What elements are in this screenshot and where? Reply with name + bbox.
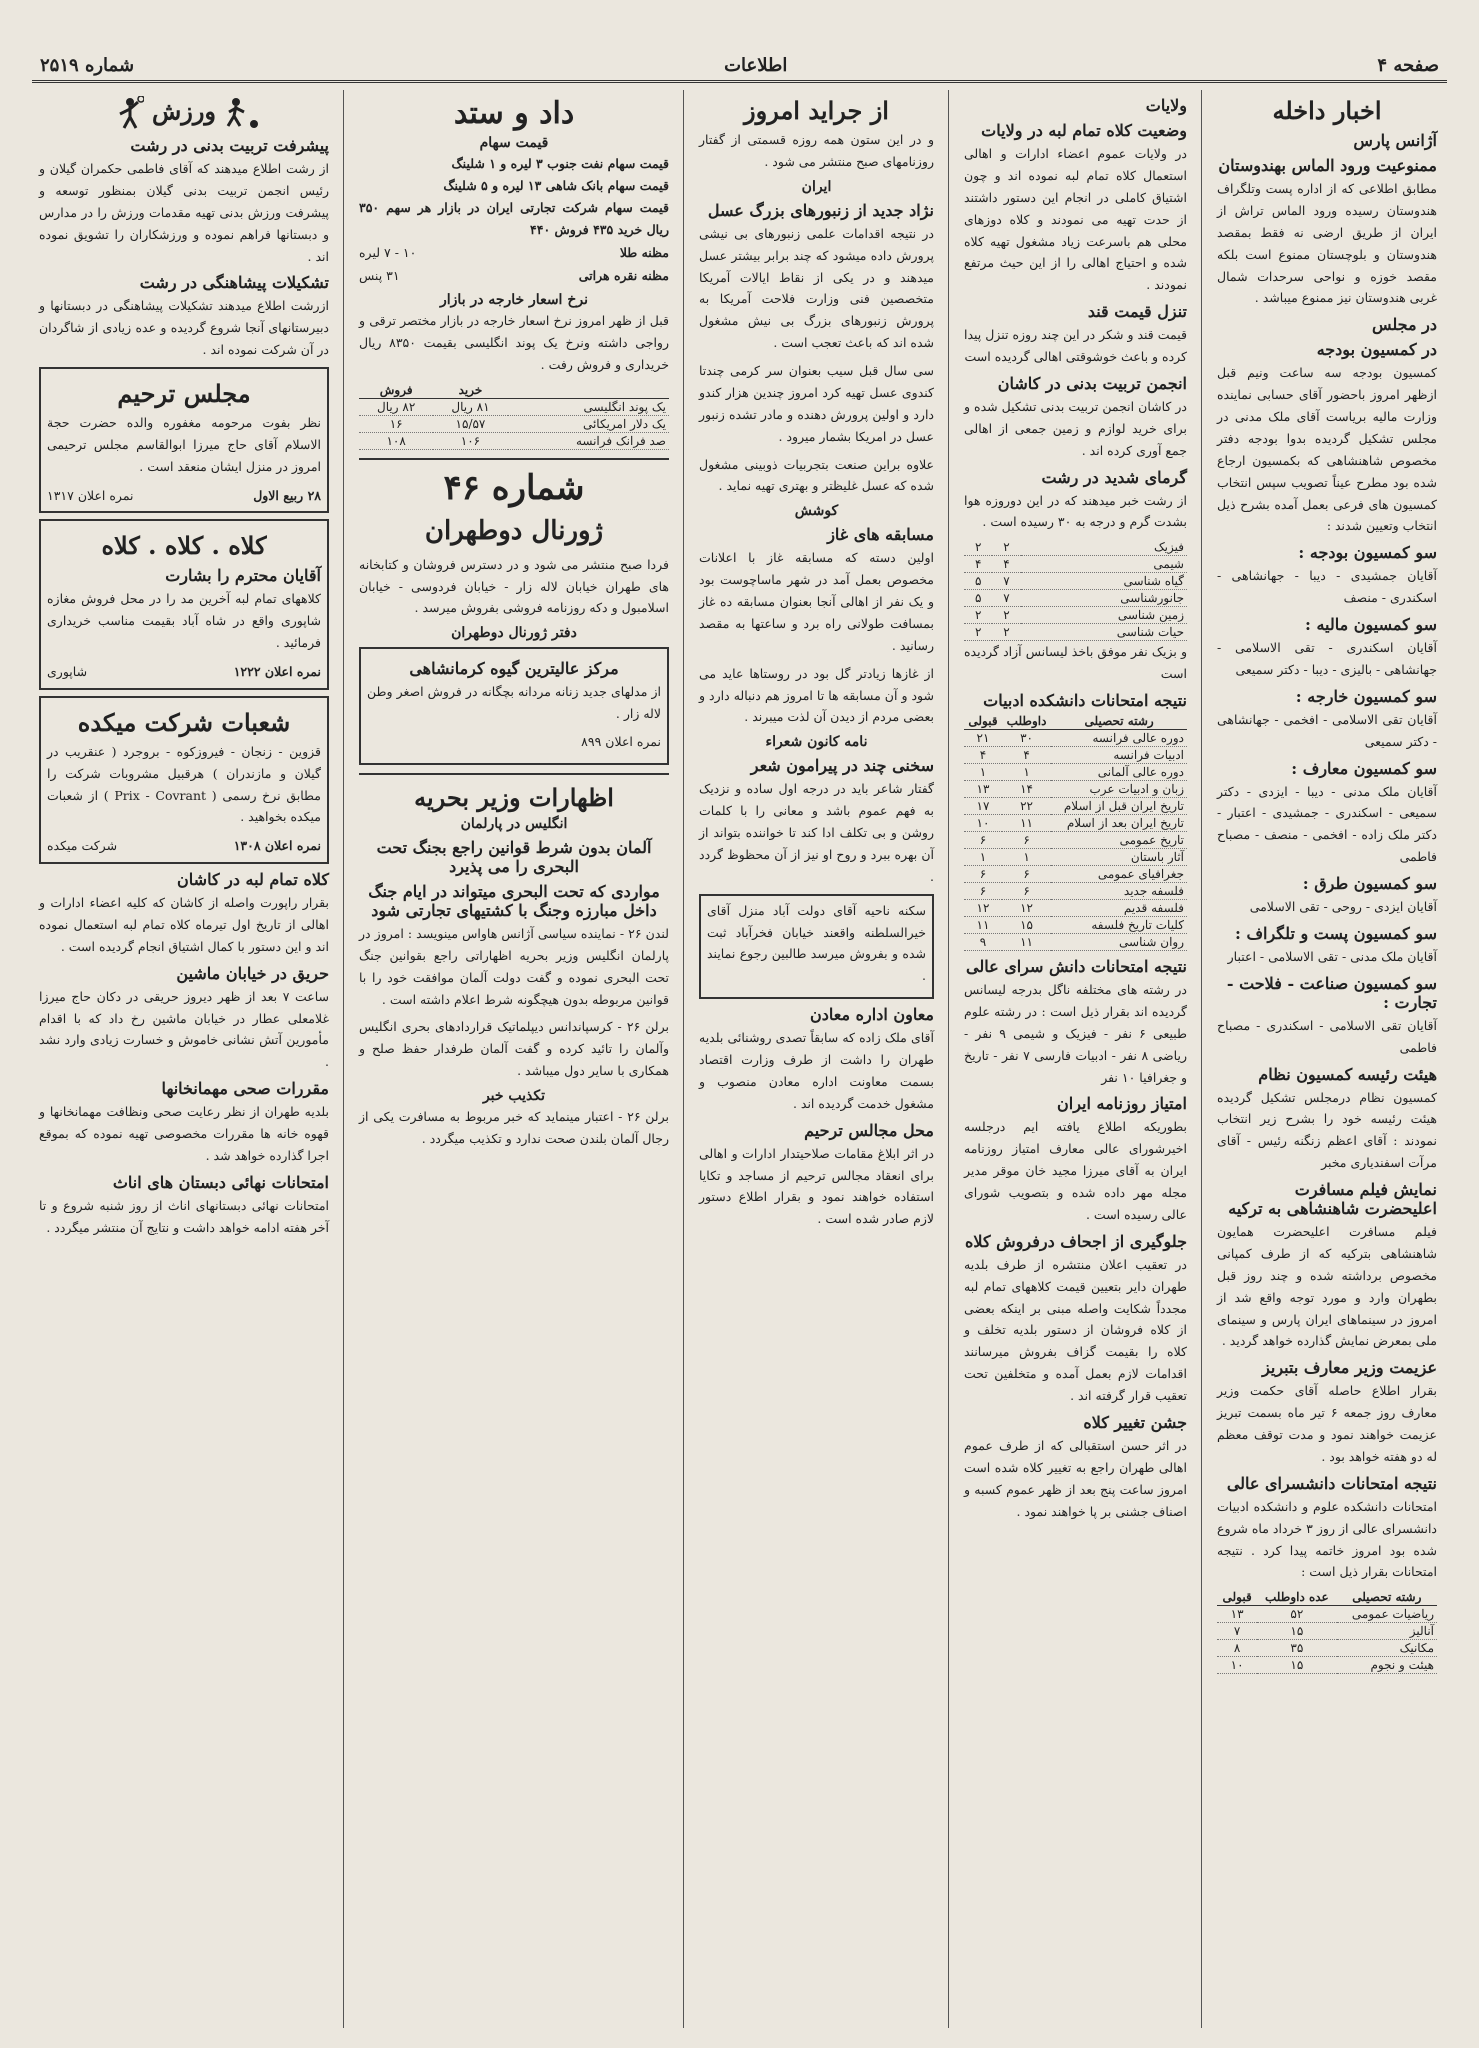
notice-date: ۲۸ ربیع الاول (253, 487, 321, 503)
headline: انجمن تربیت بدنی در کاشان (997, 373, 1187, 393)
table-header (508, 382, 669, 399)
ad-text: کلاههای تمام لبه آخرین مد را در محل فروش مغازه شاپوری واقع در شاه آباد بقیمت مناسب خریداری فرمائید . (47, 591, 321, 651)
ad-footer (47, 834, 321, 858)
headline: مسابقه های غاز (827, 525, 934, 545)
ad-footer (47, 660, 321, 684)
article-text: بطوریکه اطلاع یافته ایم درجلسه اخیرشورای عالی معارف امتیاز روزنامه ایران به آقای میرزا مجید خان موقر مدیر مجله مهر داده شده و بتصویب شورای عالی رسیده است . (964, 1119, 1187, 1222)
article-text: قیمت قند و شکر در این چند روزه تنزل پیدا کرده و باعث خوشوقتی اهالی گردیده است (964, 327, 1187, 364)
headline: گرمای شدید در رشت (1041, 467, 1187, 487)
article-text: امتحانات دانشکده علوم و دانشکده ادبیات دانشسرای عالی از روز ۳ خرداد ماه شروع شده بود امروز خاتمه پیدا کرد . نتیجه امتحانات بقرار ذیل است : (1217, 1498, 1437, 1580)
table-row: دوره عالی فرانسه ۳۰ ۲۱ (964, 730, 1187, 747)
article-text: امتحانات نهائی دبستانهای اناث از روز شنبه شروع و تا آخر هفته ادامه خواهد داشت و نتایج آن منتشر میگردد . (39, 1197, 329, 1235)
article-text: بلدیه طهران از نظر رعایت صحی ونظافت مهمانخانها و قهوه خانه ها مقررات مخصوصی تهیه نموده که بموقع اجرا گذارده خواهد شد . (39, 1104, 329, 1163)
column-domestic-news (1207, 90, 1447, 2028)
table-row: آثار باستان ۱ ۱ (964, 849, 1187, 866)
ad-title: کلاه . کلاه . کلاه (101, 531, 267, 561)
subcommittee-members: آقایان جمشیدی - دیبا - جهانشاهی - اسکندری - منصف (1217, 568, 1437, 606)
headline: جشن تغییر کلاه (1083, 1412, 1187, 1432)
headline: امتیاز روزنامه ایران (1057, 1094, 1187, 1114)
rate-label: مظنه نقره هراتی (578, 268, 669, 284)
ad-number: نمره اعلان ۱۳۱۷ (47, 487, 134, 503)
ad-title: شعبات شرکت میکده (77, 707, 291, 737)
table-row: فیزیک ۲ ۲ (964, 539, 1187, 556)
table-row: ادبیات فرانسه ۴ ۴ (964, 747, 1187, 764)
table-row: صد فرانک فرانسه ۱۰۶ ۱۰۸ (359, 432, 669, 449)
article-text: اولین دسته که مسابقه غاز با اعلانات مخصوص بعمل آمد در شهر ماساچوست بود و یک نفر از اهالی آنجا بعنوان مسابقه ده غاز بمسافت طولانی راه برد و ساعتها به مقصد رسانید . (699, 550, 934, 653)
table-row: زبان و ادبیات عرب ۱۴ ۱۳ (964, 781, 1187, 798)
office-label: دفتر ژورنال دوطهران (451, 625, 577, 642)
subheading: قیمت سهام (479, 135, 549, 151)
table-row: جغرافیای عمومی ۶ ۶ (964, 866, 1187, 883)
headline: نتیجه امتحانات دانشکده ادبیات (983, 691, 1187, 710)
subcommittee-members: آقایان تقی الاسلامی - افخمی - جهانشاهی - دکتر سمیعی (1217, 711, 1437, 749)
price-line: قیمت سهام نفت جنوب ۳ لیره و ۱ شلینگ (451, 156, 669, 171)
ad-number: نمره اعلان ۸۹۹ (581, 734, 661, 749)
article-text: بقرار اطلاع حاصله آقای حکمت وزیر معارف روز جمعه ۶ تیر ماه بسمت تبریز عزیمت خواهند نمود و مدت توقف معظم له دو هفته خواهد بود . (1217, 1383, 1438, 1464)
article-text: ازرشت اطلاع میدهند تشکیلات پیشاهنگی در دبستانها و دبیرستانهای آنجا شروع گردیده و عده زیادی از شاگردان در آن شرکت نموده اند . (39, 298, 329, 358)
notice-box (699, 894, 934, 1000)
table-header: رشته تحصیلی (1051, 713, 1187, 730)
article-text: لندن ۲۶ - نماینده سیاسی آژانس هاواس مینویسد : امروز در پارلمان انگلیس وزیر بحریه اظهاراتی راجع بقوانین جنگ تحت البحری نموده و گفت دولت آلمان موافقت خود را با قوانین مربوطه بدون هیچگونه شرط اعلام داشته است . (359, 925, 669, 1007)
exam-results-table (1217, 1589, 1437, 1674)
subcommittee-members: آقایان ملک مدنی - تقی الاسلامی - اعتبار (1227, 948, 1437, 964)
headline: وضعیت کلاه تمام لبه در ولایات (981, 121, 1187, 140)
column-provinces (954, 90, 1197, 2028)
literature-results-table (964, 713, 1187, 951)
article-text: در کاشان انجمن تربیت بدنی تشکیل شده و برای خرید لوازم و زمین جمعی از اهالی جمع آوری کرده اند . (964, 398, 1187, 458)
ad-title: مرکز عالیترین گیوه کرمانشاهی (409, 659, 619, 679)
headline: معاون اداره معادن (810, 1005, 934, 1025)
article-text: مطابق اطلاعی که از اداره پست وتلگراف هندوستان رسیده ورود الماس تراش از ایران از طریق ارضی نه فقط بمقصد هندوستان و بلوچستان ممنوع است بلکه مقصد خوزه و نواحی سرحدات شمال غربی هندوستان نیز ممنوع میباشد . (1217, 181, 1437, 306)
source-label: ایران (801, 178, 832, 195)
table-row: کلیات تاریخ فلسفه ۱۵ ۱۱ (964, 917, 1187, 934)
table-row: تاریخ ایران قبل از اسلام ۲۲ ۱۷ (964, 798, 1187, 815)
page-number: صفحه ۴ (1377, 54, 1439, 76)
table-row: دوره عالی آلمانی ۱ ۱ (964, 764, 1187, 781)
column-press-review (689, 90, 944, 2028)
subcommittee-list (1217, 543, 1437, 1058)
masthead (32, 50, 1447, 83)
headline: تشکیلات پیشاهنگی در رشت (139, 273, 329, 293)
ad-box (359, 647, 669, 765)
section-intro: و در این ستون همه روزه قسمتی از گفتار روزنامهای صبح منتشر می شود . (699, 132, 934, 169)
branch-ad-box (39, 696, 329, 864)
headline: مقررات صحی مهمانخانها (161, 1079, 329, 1099)
table-header: داوطلب (1002, 713, 1051, 730)
article-text: در تعقیب اعلان منتشره از طرف بلدیه طهران دایر بتعیین قیمت کلاههای تمام لبه مجدداً شکایت واصله مبنی بر اینکه بعضی از کلاه فروشان از دستور بلدیه تخلف و کلاه را بقیمت گزاف بفروش میرسانند اقدامات لازم بعمل آمده و متخلفین تحت تعقیب قرار گرفته اند . (964, 1256, 1187, 1403)
headline: کلاه تمام لبه در کاشان (177, 870, 329, 889)
headline: امتحانات نهائی دبستان های اناث (112, 1172, 329, 1192)
article-text: در اثر ابلاغ مقامات صلاحیتدار ادارات و اهالی برای انعقاد مجالس ترحیم از مساجد و تکایا استفاده خواهند نمود و بقرار اطلاع دستور لازم صادر شده است . (699, 1145, 934, 1227)
section-label: آژانس پارس (1353, 131, 1437, 150)
notice-text: سکنه ناحیه آقای دولت آباد منزل آقای خیرالسلطنه واقعند خیابان فخرآباد ثبت شده و بفروش میرسد طالبین رجوع نمایند . (707, 902, 926, 984)
article-text: آقای ملک زاده که سابقاً تصدی روشنائی بلدیه طهران را داشت از طرف وزارت اقتصاد بسمت معاونت اداره معادن منصوب و مشغول خدمت گردیده اند . (699, 1030, 934, 1111)
article-text: گفتار شاعر باید در درجه اول ساده و نزدیک به فهم عموم باشد و معانی را با کلمات روشن و بی تکلف ادا کند تا خواننده بتواند از آن بهره ببرد و روح او نیز از آن محظوظ گردد . (699, 781, 934, 884)
headline: سخنی چند در پیرامون شعر (750, 756, 934, 776)
headline: محل مجالس ترحیم (804, 1120, 934, 1140)
football-player-icon (224, 96, 264, 130)
headline: هیئت رئیسه کمسیون نظام (1258, 1064, 1437, 1084)
subcommittee-title: سو کمسیون معارف : (1291, 758, 1437, 778)
article-text: در ولایات عموم اعضاء ادارات و اهالی استعمال کلاه تمام لبه نموده اند و چون اشتیاق کاملی در انجام این دستور داشتند از حدت تهیه می نمودند و کلاه دوزهای محلی هم باسرعت زیاد مشغول تهیه کلاه شده و احتیاج اهالی را از این حیث مرتفع نمودند . (964, 146, 1187, 293)
source-label: نامه کانون شعراء (765, 734, 868, 751)
ad-text: قزوین - زنجان - فیروزکوه - بروجرد ( عنقریب در گیلان و مازندران ) هرقبیل مشروبات شرکت را مطابق نرخ رسمی ( Prix - Covrant ) از شعبات میکده بخواهید . (47, 743, 321, 825)
subcommittee-title: سو کمسیون صناعت - فلاحت - تجارت : (1226, 973, 1437, 1012)
article-text: فیلم مسافرت اعلیحضرت همایون شاهنشاهی بترکیه که از طرف کمپانی مخصوص برداشته شده و چند روز قبل بطهران وارد و مورد توجه واقع شد از امروز در سینماهای ایران پارس و سینمای ملی بمعرض نمایش گذارده خواهد گردید . (1217, 1224, 1437, 1349)
table-row: مکانیک ۳۵ ۸ (1217, 1640, 1437, 1657)
headline: مواردی که تحت البحری میتواند در ایام جنگ داخل مبارزه وجنگ با کشتیهای تجارتی شود (368, 881, 660, 920)
subcommittee-title: سو کمسیون پست و تلگراف : (1234, 923, 1437, 943)
article-text: برلن ۲۶ - اعتبار مینماید که خبر مربوط به مسافرت یکی از رجال آلمان بلندن صحت ندارد و تکذیب میگردد . (359, 1109, 669, 1146)
table-row: تاریخ عمومی ۶ ۶ (964, 832, 1187, 849)
notice-title: مجلس ترحیم (117, 379, 251, 408)
table-header: رشته تحصیلی (1337, 1589, 1437, 1606)
headline: تنزل قیمت قند (1087, 302, 1187, 322)
table-header: فروش (359, 382, 433, 399)
headline: عزیمت وزیر معارف بتبریز (1262, 1358, 1437, 1378)
article-text: و بزیک نفر موفق باخذ لیسانس آزاد گردیده است (964, 644, 1187, 682)
divider (359, 458, 669, 460)
table-row: ریاضیات عمومی ۵۲ ۱۳ (1217, 1606, 1437, 1623)
exchange-rate-table (359, 382, 669, 450)
journal-banner: ژورنال دوطهران (424, 515, 604, 546)
headline: در کمسیون بودجه (1316, 340, 1437, 360)
subheading: نرخ اسعار خارجه در بازار (440, 292, 588, 308)
subcommittee-title: سو کمسیون خارجه : (1295, 686, 1437, 706)
subcommittee-members: آقایان ایزدی - روحی - تقی الاسلامی (1249, 899, 1437, 914)
subcommittee-members: آقایان اسکندری - تقی الاسلامی - جهانشاهی - بالیزی - دیبا - دکتر سمیعی (1217, 640, 1437, 677)
headline: حریق در خیابان ماشین (176, 963, 329, 983)
table-row: زمین شناسی ۲ ۲ (964, 607, 1187, 624)
table-header: قبولی (964, 713, 1002, 730)
headline: تکذیب خبر (482, 1088, 546, 1104)
column-rule (683, 90, 684, 2028)
issue-number: شماره ۲۵۱۹ (40, 54, 135, 76)
divider (359, 773, 669, 775)
table-row: هیئت و نجوم ۱۵ ۱۰ (1217, 1657, 1437, 1674)
notice-footer (47, 484, 321, 508)
table-row: آنالیز ۱۵ ۷ (1217, 1623, 1437, 1640)
rate-value: ۳۱ پنس (359, 268, 400, 284)
table-row: جانورشناسی ۷ ۵ (964, 590, 1187, 607)
article-text: از رشت خبر میدهند که در این دوروزه هوا بشدت گرم و درجه به ۳۰ رسیده است . (964, 492, 1187, 530)
headline: در مجلس (1371, 315, 1437, 335)
ad-brand: شرکت میکده (47, 838, 118, 854)
memorial-notice-box (39, 367, 329, 513)
article-text: قبل از ظهر امروز نرخ اسعار خارجه در بازار مختصر ترقی و رواجی داشته ونرخ یک پوند انگلیسی بقیمت ۸۳۵۰ ریال خریداری و فروش رفت . (359, 313, 669, 372)
ad-number: نمره اعلان ۱۲۲۲ (233, 664, 321, 679)
subcommittee-members: آقایان تقی الاسلامی - اسکندری - مصباح فاطمی (1217, 1017, 1437, 1055)
section-title: اظهارات وزیر بحریه (414, 782, 614, 812)
article-text: در اثر حسن استقبالی که از طرف عموم اهالی طهران راجع به تغییر کلاه شده است امروز ساعت پنج بعد از ظهر عموم کسبه و اصناف جشنی بر پا خواهند نمود . (964, 1437, 1187, 1519)
price-line: قیمت سهام بانک شاهی ۱۳ لیره و ۵ شلینگ (443, 177, 669, 193)
paper-name: اطلاعات (724, 54, 788, 76)
ad-brand: شاپوری (47, 664, 88, 679)
table-header: عده داوطلب (1257, 1589, 1336, 1606)
article-text: از غازها زیادتر گل بود در روستاها عاید می شود و آن مسابقه ها تا امروز هم دنباله دارد و بعضی مردم از دیدن آن لذت میبرند . (699, 665, 934, 725)
article-text: بقرار راپورت واصله از کاشان که کلیه اعضاء ادارات و اهالی از تاریخ اول تیرماه کلاه تمام لبه استعمال نموده اند و این دستور با کمال اشتیاق انجام گردیده است . (39, 895, 329, 954)
table-row: یک دلار امریکائی ۱۵/۵۷ ۱۶ (359, 415, 669, 432)
notice-text: نظر بفوت مرحومه مغفوره والده حضرت حجة الاسلام آقای حاج میرزا ابوالقاسم مجلس ترحیمی امروز در منزل ایشان منعقد است . (47, 415, 321, 474)
article-text: کمسیون نظام درمجلس تشکیل گردیده هیئت رئیسه خود را بشرح زیر انتخاب نمودند : آقای اعظم زنگنه رئیس - آقای مرآت اسفندیاری مخبر (1217, 1089, 1437, 1171)
issue-banner: شماره ۴۶ (443, 467, 585, 508)
column-rule (948, 90, 949, 2028)
section-label: ولایات (1145, 96, 1187, 115)
ad-number: نمره اعلان ۱۳۰۸ (233, 838, 321, 854)
silver-rate (359, 264, 669, 288)
rate-label: مظنه طلا (619, 244, 669, 260)
rate-value: ۱۰ - ۷ لیره (359, 244, 417, 260)
price-line: قیمت سهام شرکت تجارتی ایران در بازار هر سهم ۳۵۰ ریال خرید ۴۳۵ فروش ۴۴۰ (359, 199, 669, 237)
article-text: علاوه براین صنعت بتجربیات ذوبینی مشغول شده که عسل غلیظتر و بهتری تهیه نماید . (699, 456, 934, 494)
article-text: کمسیون بودجه سه ساعت ونیم قبل ازظهر امروز باحضور آقای حسابی نماینده وزارت مالیه برياست آقای ملک مدنی در مجلس تشکیل گردیده بدوا بودجه دفتر مخصوص شاهنشاهی که بکمسیون ارجاع شده بود مطرح عیناً تصویب سپس انتخاب کمسیون های فرعی بعمل آمده بشرح ذیل انتخاب وتعیین شدند : (1217, 365, 1437, 534)
ad-text: از مدلهای جدید زنانه مردانه بچگانه در فروش اصغر وطن لاله زار . (367, 684, 661, 722)
gold-rate (359, 241, 669, 265)
section-title: داد و ستد (453, 96, 575, 131)
headline: نژاد جدید از زنبورهای بزرگ عسل (707, 200, 934, 220)
tennis-player-icon (104, 96, 144, 130)
column-sports (29, 90, 339, 2028)
section-title: اخبار داخله (1272, 96, 1382, 125)
table-row: یک پوند انگلیسی ۸۱ ریال ۸۲ ریال (359, 398, 669, 415)
table-row: فلسفه جدید ۶ ۶ (964, 883, 1187, 900)
section-title (39, 96, 329, 130)
table-row: گیاه شناسی ۷ ۵ (964, 573, 1187, 590)
science-results-table (964, 539, 1187, 641)
table-header: خرید (433, 382, 507, 399)
headline: نتیجه امتحانات دانش سرای عالی (966, 957, 1187, 976)
headline: نمایش فیلم مسافرت اعلیحضرت شاهنشاهی به ترکیه (1228, 1180, 1437, 1218)
column-market (349, 90, 679, 2028)
hat-ad-box (39, 519, 329, 689)
headline: نتیجه امتحانات دانشسرای عالی (1226, 1473, 1437, 1493)
subcommittee-members: آقایان ملک مدنی - دیبا - ایزدی - دکتر سمیعی - اسکندری - جمشیدی - اعتبار - دکتر ملک زاده - افخمی - منصف - مصباح فاطمی (1217, 783, 1437, 865)
table-row: حیات شناسی ۲ ۲ (964, 624, 1187, 641)
article-text: ساعت ۷ بعد از ظهر دیروز حریقی در دکان حاج میرزا غلامعلی عطار در خیابان ماشین رخ داد که با اقدام مأمورین آتش نشانی خاموش و خسارت زیادی وارد نشد . (39, 988, 329, 1070)
section-title: از جراید امروز (744, 96, 889, 125)
table-row: فلسفه قدیم ۱۲ ۱۲ (964, 900, 1187, 917)
headline: پیشرفت تربیت بدنی در رشت (130, 136, 329, 155)
article-text: از رشت اطلاع میدهند که آقای فاطمی حکمران گیلان و رئیس انجمن تربیت بدنی گیلان بمنظور توسعه و پیشرفت ورزش بدنی تهیه مقدمات ورزش را در مدارس و دبستانها فراهم نموده و ورزشکاران را تشویق نموده اند . (39, 161, 329, 264)
ad-subtitle: آقایان محترم را بشارت (165, 566, 321, 586)
column-rule (1201, 90, 1202, 2028)
headline: ممنوعیت ورود الماس بهندوستان (1218, 156, 1437, 175)
subcommittee-title: سو کمسیون بودجه : (1298, 543, 1437, 563)
headline: آلمان بدون شرط قوانین راجع بجنگ تحت البحری را می پذیرد (376, 837, 652, 876)
article-text: سی سال قبل سیب بعنوان سر کرمی چندتا کندوی عسل تهیه کرد امروز چندین هزار کندو دارد و اولین پرورش دهنده و مادر تشده زنبور عسل در امریکا بشمار میرود . (699, 363, 934, 444)
article-text: در نتیجه اقدامات علمی زنبورهای بی نیشی پرورش داده میشود که چند برابر بیشتر عسل میدهند و در یکی از نقاط ایالات آمریکا متخصصین فنی وزارت فلاحت آمریکا به پرورش زنبورهای بزرگ بی نیش مشغول شده اند که باعث تعجب است . (699, 225, 934, 351)
table-row: روان شناسی ۱۱ ۹ (964, 934, 1187, 951)
table-header: قبولی (1217, 1589, 1257, 1606)
article-text: برلن ۲۶ - کرسپاندانس دیپلماتیک قراردادهای بحری انگلیس وآلمان را تائید کرده و گفت آلمان طرفدار حفظ صلح و همکاری با سایر دول میباشد . (359, 1019, 669, 1079)
table-row: تاریخ ایران بعد از اسلام ۱۱ ۱۰ (964, 815, 1187, 832)
article-text: فردا صبح منتشر می شود و در دسترس فروشان و کتابخانه های طهران خیابان لاله زار - خیابان فردوسی - خیابان اسلامبول و دکه روزنامه فروشی بفروش میرسد . (359, 556, 669, 616)
subcommittee-title: سو کمسیون طرق : (1302, 874, 1437, 893)
source-label: کوشش (794, 503, 839, 520)
article-text: در رشته های مختلفه ناگل بدرجه لیسانس گردیده اند بقرار ذیل است : در رشته علوم طبیعی ۶ نفر - فیزیک و شیمی ۹ نفر - ریاضی ۸ نفر - ادبیات فارسی ۷ نفر - تاریخ و جغرافیا ۱۰ نفر (964, 982, 1187, 1085)
headline: انگلیس در پارلمان (460, 815, 568, 832)
subcommittee-title: سو کمسیون مالیه : (1305, 615, 1437, 634)
sports-title: ورزش (151, 96, 217, 126)
headline: جلوگیری از اجحاف درفروش کلاه (965, 1231, 1187, 1251)
column-rule (343, 90, 344, 2028)
table-row: شیمی ۴ ۴ (964, 556, 1187, 573)
